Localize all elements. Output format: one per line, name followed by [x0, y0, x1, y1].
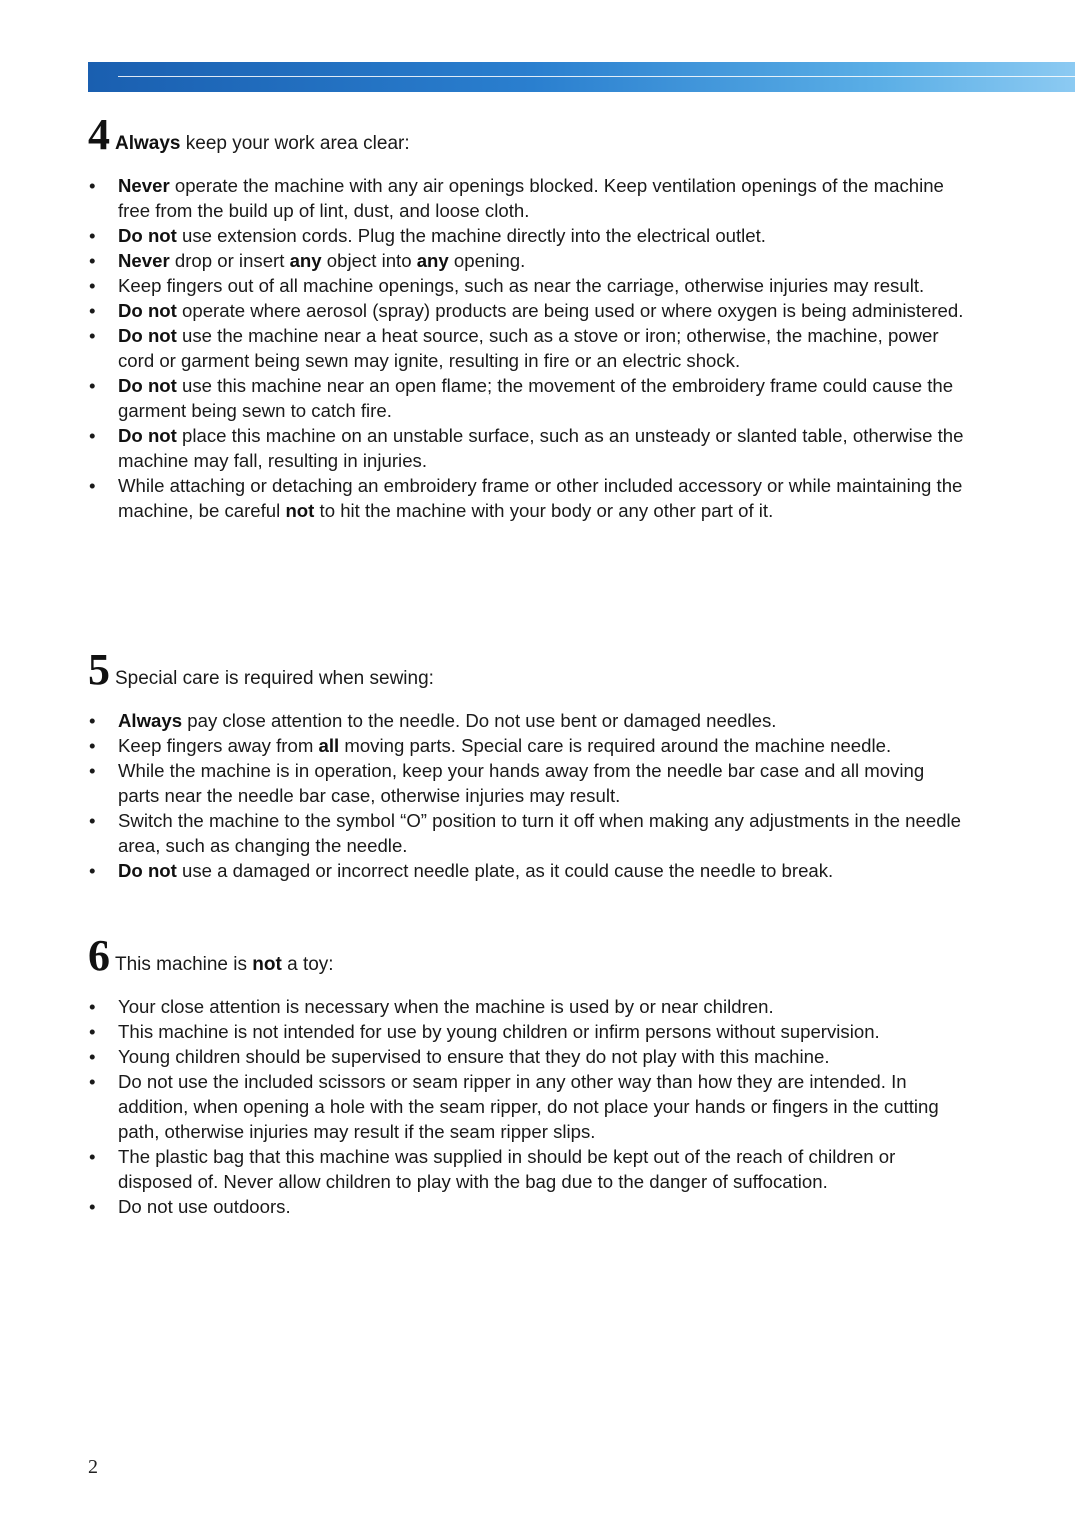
bullet-icon: • [89, 425, 96, 446]
bullet-icon: • [89, 1046, 96, 1067]
page-number: 2 [88, 1456, 98, 1478]
section-4 [88, 110, 968, 523]
bullet-icon: • [89, 1146, 96, 1167]
section-6 [88, 931, 968, 1219]
list-item: • Do not use a damaged or incorrect needle plate, as it could cause the needle to break. [89, 860, 834, 881]
bullet-icon: • [89, 250, 96, 271]
bullet-icon: • [89, 860, 96, 881]
section-heading [88, 110, 968, 159]
list-item: • While the machine is in operation, keep your hands away from the needle bar case and all moving parts near the needle bar case, otherwise injuries may result. [89, 760, 925, 806]
list-item: • The plastic bag that this machine was supplied in should be kept out of the reach of children or disposed of. Never allow children to play with the bag due to the danger of suffocation. [89, 1146, 896, 1192]
section-title: Always keep your work area clear: [115, 133, 410, 154]
list-item: • This machine is not intended for use by young children or infirm persons without supervision. [89, 1021, 880, 1042]
bullet-icon: • [89, 275, 96, 296]
list-item: • Young children should be supervised to ensure that they do not play with this machine. [89, 1046, 830, 1067]
list-item: • Switch the machine to the symbol “O” position to turn it off when making any adjustments in the needle area, such as changing the needle. [89, 810, 962, 856]
list-item: • Do not use the included scissors or seam ripper in any other way than how they are intended. In addition, when opening a hole with the seam ripper, do not place your hands or fingers in the cutting path, otherwise injuries may result if the seam ripper slips. [89, 1071, 939, 1142]
bullet-list [88, 994, 968, 1219]
section-number: 4 [88, 110, 110, 159]
list-item: • Do not use extension cords. Plug the machine directly into the electrical outlet. [89, 225, 766, 246]
bullet-icon: • [89, 175, 96, 196]
section-heading [88, 645, 968, 694]
list-item: • Do not operate where aerosol (spray) products are being used or where oxygen is being administered. [89, 300, 964, 321]
list-item: • Never operate the machine with any air openings blocked. Keep ventilation openings of the machine free from the build up of lint, dust, and loose cloth. [89, 175, 944, 221]
bullet-icon: • [89, 1196, 96, 1217]
list-item: • Keep fingers away from all moving parts. Special care is required around the machine needle. [89, 735, 892, 756]
list-item: • Do not place this machine on an unstable surface, such as an unsteady or slanted table, otherwise the machine may fall, resulting in injuries. [89, 425, 964, 471]
section-title: This machine is not a toy: [115, 954, 334, 975]
bullet-icon: • [89, 810, 96, 831]
section-title: Special care is required when sewing: [115, 668, 434, 689]
bullet-icon: • [89, 735, 96, 756]
bullet-list [88, 708, 968, 883]
bullet-icon: • [89, 760, 96, 781]
list-item: • Keep fingers out of all machine openings, such as near the carriage, otherwise injuries may result. [89, 275, 925, 296]
list-item: • Do not use outdoors. [89, 1196, 291, 1217]
list-item: • Never drop or insert any object into any opening. [89, 250, 526, 271]
bullet-icon: • [89, 710, 96, 731]
bullet-icon: • [89, 300, 96, 321]
bullet-icon: • [89, 1021, 96, 1042]
bullet-icon: • [89, 225, 96, 246]
section-heading [88, 931, 968, 980]
section-5 [88, 645, 968, 883]
bullet-icon: • [89, 1071, 96, 1092]
header-band [88, 62, 1075, 92]
bullet-icon: • [89, 996, 96, 1017]
bullet-icon: • [89, 375, 96, 396]
list-item: • While attaching or detaching an embroidery frame or other included accessory or while maintaining the machine, be careful not to hit the machine with your body or any other part of it. [89, 475, 963, 521]
bullet-icon: • [89, 325, 96, 346]
bullet-icon: • [89, 475, 96, 496]
bullet-list [88, 173, 968, 523]
list-item: • Always pay close attention to the needle. Do not use bent or damaged needles. [89, 710, 777, 731]
section-number: 6 [88, 931, 110, 980]
list-item: • Do not use the machine near a heat source, such as a stove or iron; otherwise, the machine, power cord or garment being sewn may ignite, resulting in fire or an electric shock. [89, 325, 939, 371]
header-rule [118, 76, 1075, 77]
list-item: • Do not use this machine near an open flame; the movement of the embroidery frame could cause the garment being sewn to catch fire. [89, 375, 954, 421]
list-item: • Your close attention is necessary when the machine is used by or near children. [89, 996, 774, 1017]
section-number: 5 [88, 645, 110, 694]
